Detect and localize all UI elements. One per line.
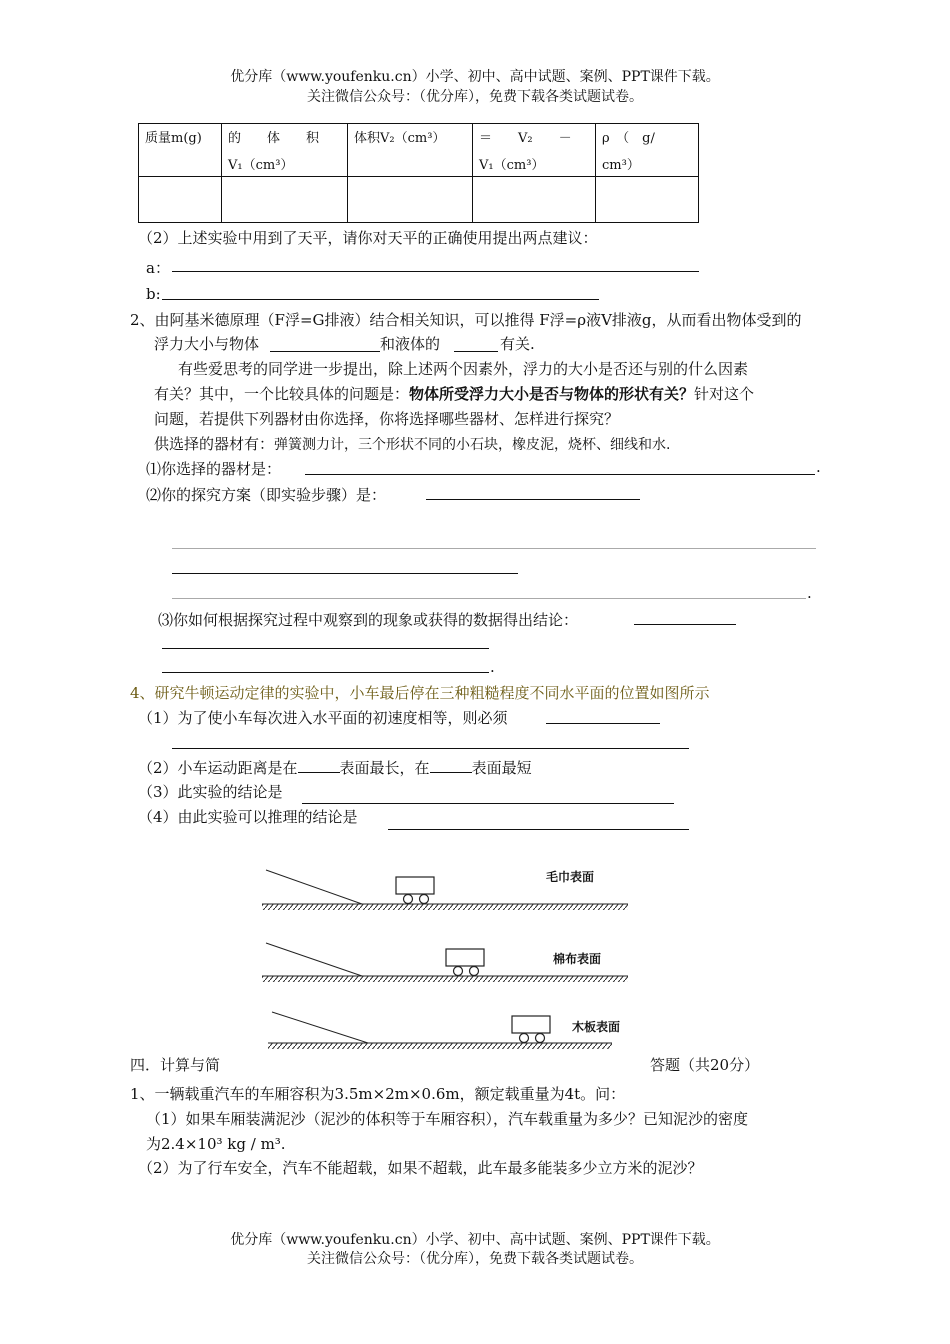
col-density: ρ （ g/ cm³） [596, 124, 699, 177]
col-v2: 体积V₂（cm³） [348, 124, 473, 177]
header-line-1: 优分库（www.youfenku.cn）小学、初中、高中试题、案例、PPT课件下载。 [230, 69, 720, 85]
label-towel: 毛巾表面 [546, 870, 595, 884]
header-line-2: 关注微信公众号：（优分库），免费下载各类试题试卷。 [307, 89, 643, 105]
q2-s3-blank-1[interactable] [634, 624, 736, 625]
cart-cotton [446, 949, 484, 966]
footer-line-2: 关注微信公众号：（优分库），免费下载各类试题试卷。 [307, 1251, 643, 1267]
q1-2-a-label: a： [146, 259, 170, 277]
q4-p4-blank[interactable] [388, 829, 689, 830]
q2-s2-label: ⑵你的探究方案（即实验步骤）是： [146, 486, 387, 504]
q2-line2a: 浮力大小与物体 [154, 335, 260, 353]
q2-para3: 问题，若提供下列器材由你选择，你将选择哪些器材、怎样进行探究？ [154, 410, 620, 428]
q2-s2-blank-3[interactable] [172, 573, 518, 574]
cell-v2[interactable] [348, 177, 473, 223]
q1-2-a-blank[interactable] [172, 271, 699, 272]
cell-density[interactable] [596, 177, 699, 223]
q2-s2-blank-1[interactable] [426, 499, 640, 500]
q2-supply: 供选择的器材有：弹簧测力计，三个形状不同的小石块，橡皮泥，烧杯、细线和水. [154, 435, 671, 453]
col-v1: 的 体 积 V₁（cm³） [222, 124, 348, 177]
q4-title: 4、研究牛顿运动定律的实验中，小车最后停在三种粗糙程度不同水平面的位置如图所示 [130, 684, 710, 702]
q1-2-b-label: b: [146, 285, 161, 303]
col-mass: 质量m(g) [139, 124, 222, 177]
q4-p1: （1）为了使小车每次进入水平面的初速度相等，则必须 [138, 709, 508, 727]
col-diff: ＝ V₂ － V₁（cm³） [473, 124, 596, 177]
q2-para1: 有些爱思考的同学进一步提出，除上述两个因素外，浮力的大小是否还与别的什么因素 [178, 360, 749, 378]
cell-diff[interactable] [473, 177, 596, 223]
q2-line2c: 有关. [500, 335, 535, 353]
cart-wood [512, 1016, 550, 1033]
q4-p2-blank-longest[interactable] [298, 760, 340, 773]
q2-s3-end: . [490, 658, 495, 676]
q2-s1-blank[interactable] [305, 474, 815, 475]
cell-v1[interactable] [222, 177, 348, 223]
q4-p2-blank-shortest[interactable] [430, 760, 472, 773]
q2-line1: 2、由阿基米德原理（F浮=G排液）结合相关知识，可以推得 F浮=ρ液V排液g，从而看出物体受到的 [130, 311, 802, 329]
q4-p1-blank-1[interactable] [546, 723, 660, 724]
q2-s2-blank-2[interactable] [172, 548, 816, 549]
q2-blank-liquid[interactable] [454, 351, 498, 352]
q2-s2-blank-4[interactable] [172, 598, 806, 599]
section4-title-right: 答题（共20分） [650, 1056, 760, 1074]
q2-s2-end: . [807, 584, 812, 602]
q2-s1-end: . [816, 458, 821, 476]
label-wood: 木板表面 [572, 1020, 621, 1034]
q2-s3-label: ⑶你如何根据探究过程中观察到的现象或获得的数据得出结论： [158, 611, 579, 629]
section4-title-left: 四．计算与简 [130, 1056, 221, 1074]
q4-1-line2: （1）如果车厢装满泥沙（泥沙的体积等于车厢容积），汽车载重量为多少？已知泥沙的密度 [146, 1110, 749, 1128]
q2-line2b: 和液体的 [380, 335, 441, 353]
q4-1-line3: 为2.4×10³ kg / m³. [146, 1135, 286, 1153]
q4-p2: （2）小车运动距离是在 表面最长，在 表面最短 [138, 759, 532, 777]
cell-mass[interactable] [139, 177, 222, 223]
q2-s1-label: ⑴你选择的器材是： [146, 460, 282, 478]
q4-p3-blank[interactable] [302, 803, 674, 804]
cart-towel [396, 877, 434, 894]
q2-para2: 有关？其中，一个比较具体的问题是：物体所受浮力大小是否与物体的形状有关？针对这个 [154, 385, 755, 403]
q2-blank-object[interactable] [270, 351, 380, 352]
q4-p1-blank-2[interactable] [172, 748, 689, 749]
label-cotton: 棉布表面 [553, 952, 602, 966]
q2-s3-blank-3[interactable] [162, 672, 489, 673]
data-table [138, 123, 699, 223]
q1-2-text: （2）上述实验中用到了天平，请你对天平的正确使用提出两点建议： [138, 229, 598, 247]
q4-1-line1: 1、一辆载重汽车的车厢容积为3.5m×2m×0.6m，额定载重量为4t。问： [130, 1085, 626, 1103]
q4-p3: （3）此实验的结论是 [138, 783, 283, 801]
q2-s3-blank-2[interactable] [162, 648, 489, 649]
footer-line-1: 优分库（www.youfenku.cn）小学、初中、高中试题、案例、PPT课件下载。 [230, 1232, 720, 1248]
q1-2-b-blank[interactable] [162, 299, 599, 300]
wood-setup [268, 1012, 612, 1049]
q4-p4: （4）由此实验可以推理的结论是 [138, 808, 358, 826]
q4-1-line4: （2）为了行车安全，汽车不能超载，如果不超载，此车最多能装多少立方米的泥沙？ [138, 1159, 703, 1177]
